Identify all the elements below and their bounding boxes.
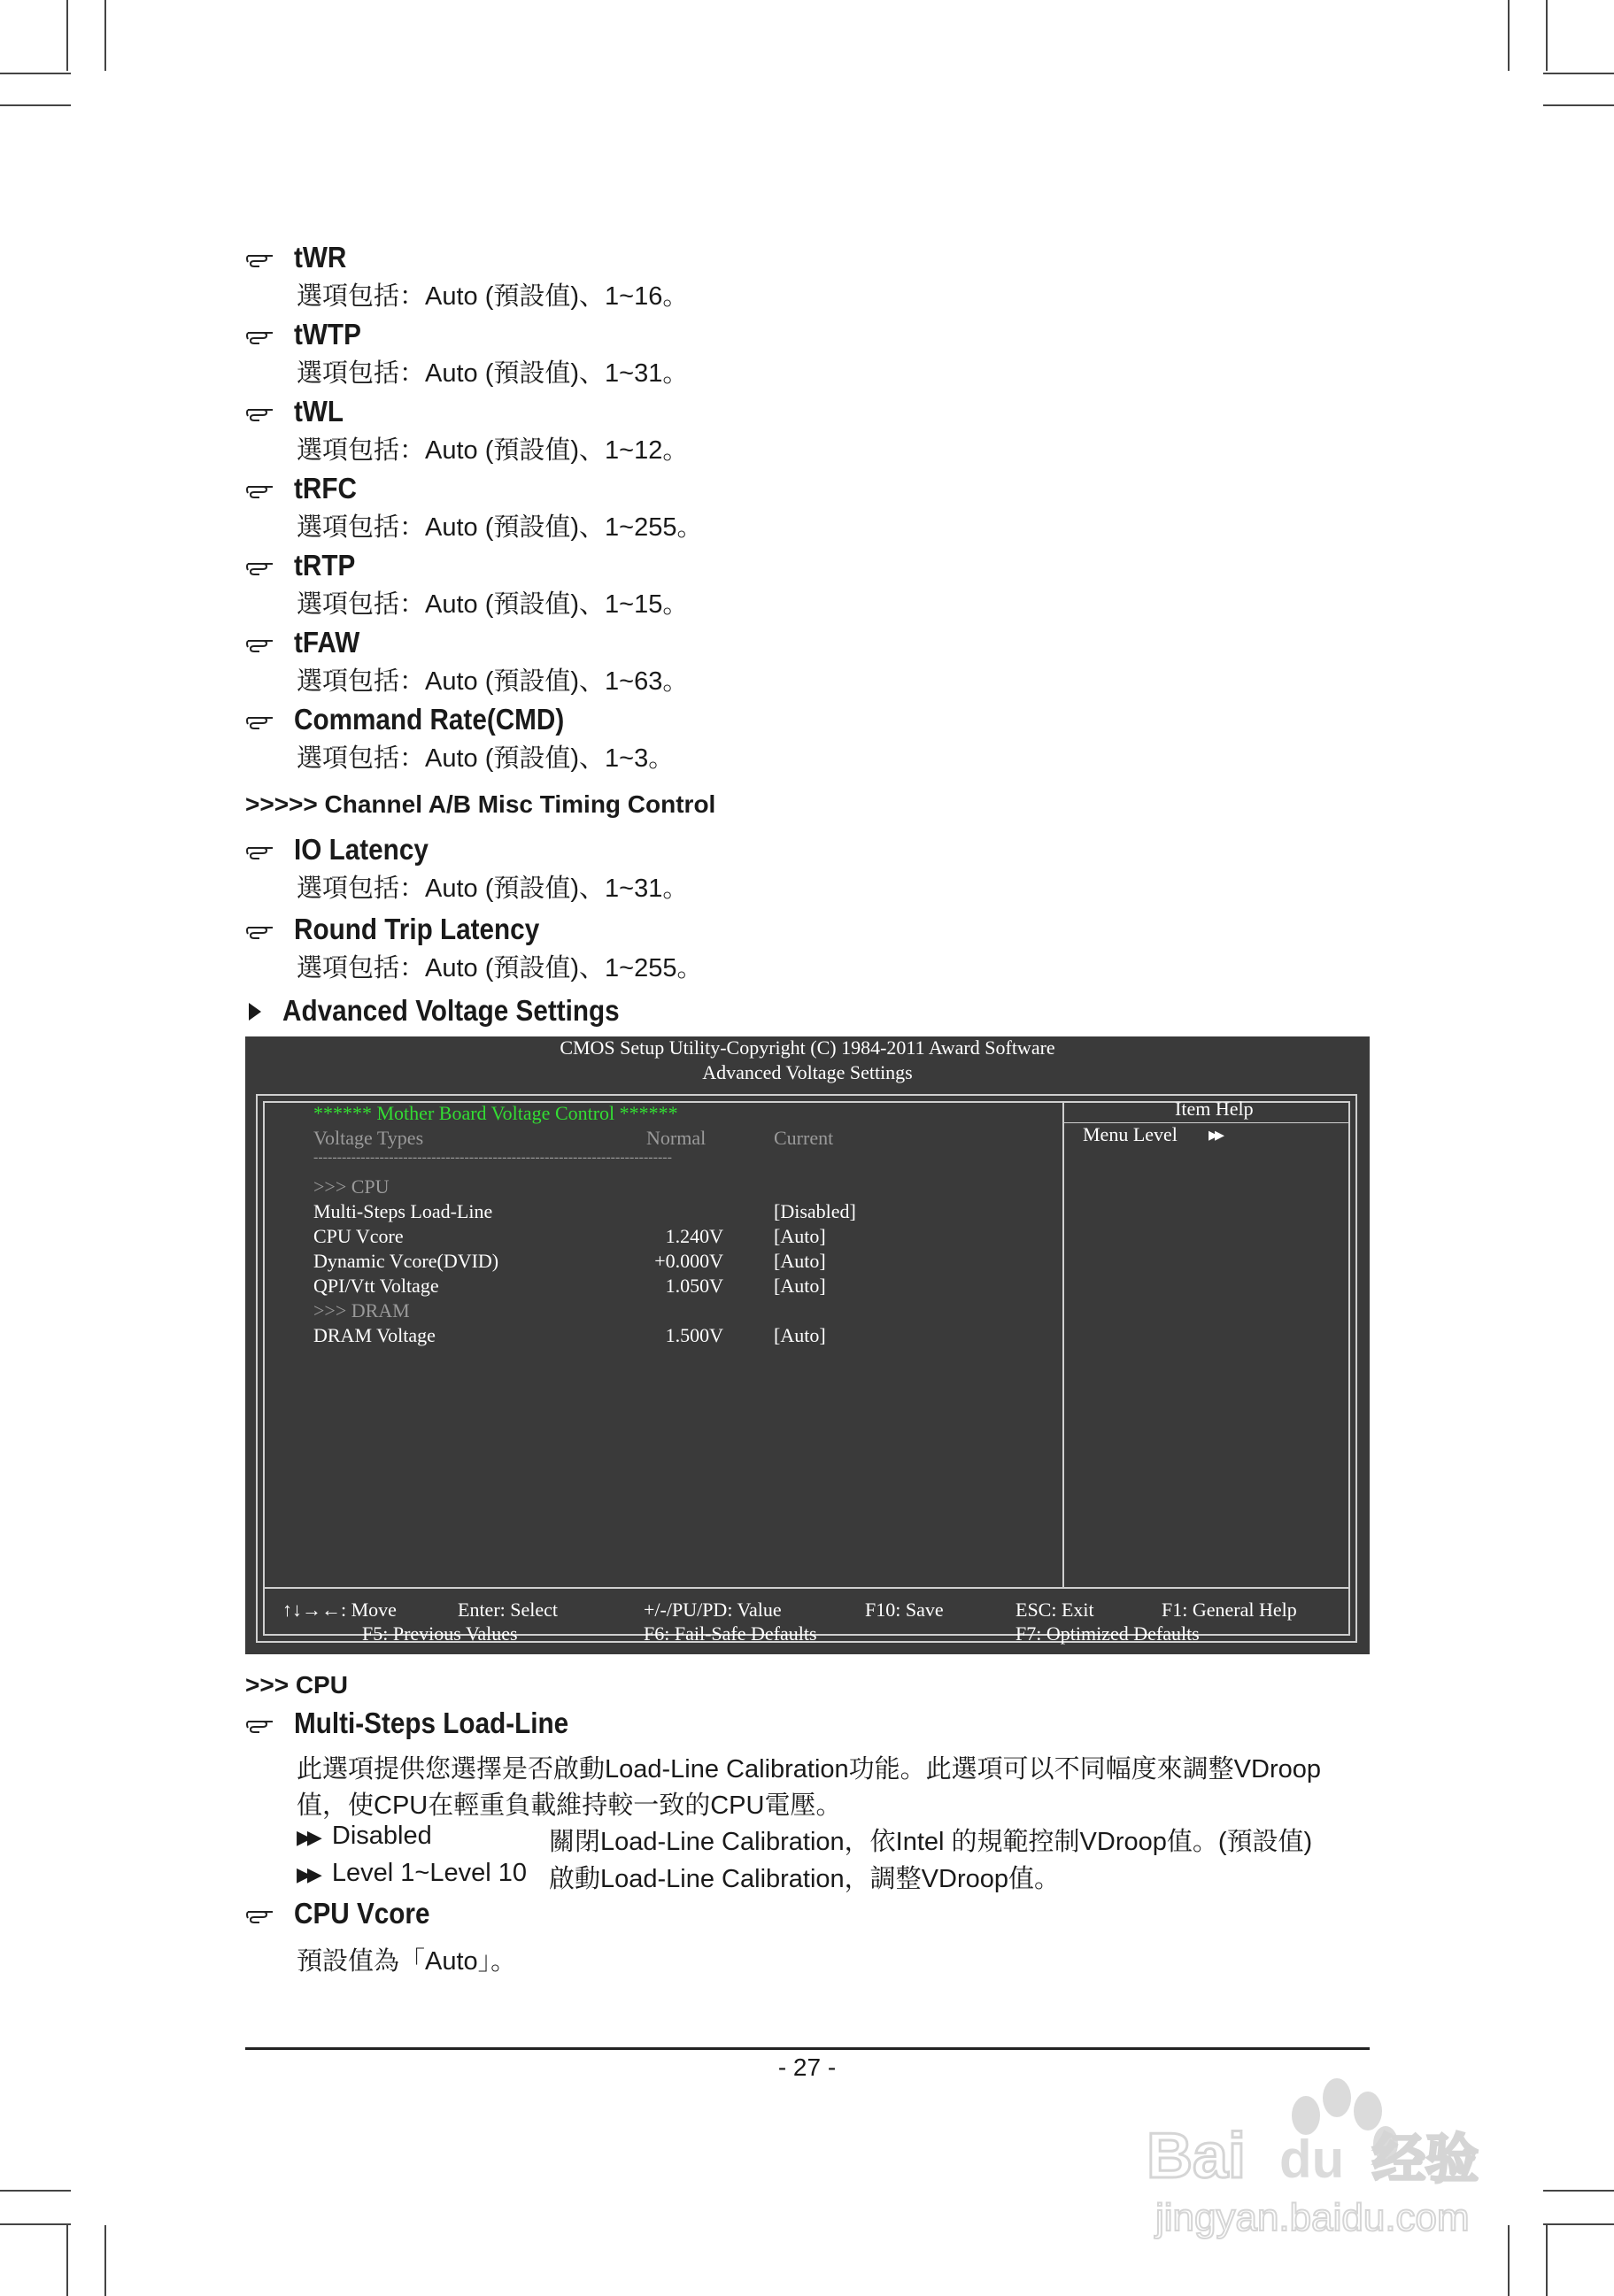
item-title: tFAW <box>294 626 360 659</box>
section-channel-misc: >>>>> Channel A/B Misc Timing Control <box>245 790 716 818</box>
item-desc: 預設值為「Auto」。 <box>297 1947 517 1976</box>
footer-f10: F10: Save <box>865 1599 944 1621</box>
footer-esc: ESC: Exit <box>1016 1599 1094 1621</box>
footer-f5: F5: Previous Values <box>362 1622 518 1645</box>
setting-current: [Disabled] <box>774 1200 856 1222</box>
option-desc: 啟動Load-Line Calibration，調整VDroop值。 <box>549 1865 1061 1893</box>
pointing-hand-icon <box>245 556 275 577</box>
pointing-hand-icon <box>245 1904 275 1925</box>
page-number: - 27 - <box>777 2053 837 2081</box>
bios-footer-divider <box>263 1587 1350 1589</box>
bios-header-copyright: CMOS Setup Utility-Copyright (C) 1984-2011 Award Software <box>560 1036 1055 1059</box>
option-disabled <box>297 1822 432 1851</box>
footer-f7: F7: Optimized Defaults <box>1016 1622 1200 1645</box>
pointing-hand-icon <box>245 248 275 269</box>
bios-help-divider <box>1062 1101 1064 1588</box>
bios-inner-frame <box>263 1101 1350 1636</box>
item-title: Multi-Steps Load-Line <box>294 1707 569 1739</box>
pointing-hand-icon <box>245 325 275 346</box>
item-title: tWR <box>294 241 347 274</box>
crop-mark <box>66 0 68 71</box>
footer-f6: F6: Fail-Safe Defaults <box>644 1622 817 1645</box>
crop-mark <box>1543 2223 1614 2225</box>
item-desc: 選項包括：Auto (預設值)、1~12。 <box>297 436 689 465</box>
item-title: CPU Vcore <box>294 1897 430 1930</box>
item-title: tRTP <box>294 549 356 582</box>
item-title: tWL <box>294 395 344 428</box>
setting-name: CPU Vcore <box>313 1225 404 1247</box>
item-desc: 選項包括：Auto (預設值)、1~255。 <box>297 954 703 982</box>
crop-mark <box>1543 104 1614 106</box>
bios-header-page-title: Advanced Voltage Settings <box>702 1061 913 1083</box>
option-desc: 關閉Load-Line Calibration，依Intel 的規範控制VDroop值。(預設值) <box>549 1828 1313 1856</box>
svg-text:Bai: Bai <box>1147 2121 1247 2192</box>
item-desc: 值，使CPU在輕重負載維持較一致的CPU電壓。 <box>297 1791 842 1820</box>
pointing-hand-icon <box>245 479 275 500</box>
option-name: Disabled <box>331 1822 432 1850</box>
crop-mark <box>0 2223 71 2225</box>
menu-level-arrows-icon: ▸▸ <box>1209 1123 1222 1145</box>
footer-move: ↑↓→←: Move <box>282 1599 397 1621</box>
crop-mark <box>1508 0 1510 71</box>
setting-normal: 1.050V <box>665 1275 723 1297</box>
pointing-hand-icon <box>245 633 275 654</box>
footer-enter: Enter: Select <box>458 1599 559 1621</box>
crop-mark <box>0 73 71 74</box>
svg-text:du: du <box>1279 2130 1345 2189</box>
pointing-hand-icon <box>245 1714 275 1735</box>
menu-level-label: Menu Level <box>1083 1123 1178 1145</box>
pointing-hand-icon <box>245 840 275 861</box>
item-title: Command Rate(CMD) <box>294 703 565 736</box>
double-arrow-icon: ▶▶ <box>297 1826 318 1848</box>
svg-text:jingyan.baidu.com: jingyan.baidu.com <box>1155 2196 1470 2239</box>
setting-name: Multi-Steps Load-Line <box>313 1200 493 1222</box>
help-title: Item Help <box>1175 1098 1254 1120</box>
item-title: IO Latency <box>294 833 429 866</box>
footer-rule <box>245 2047 1370 2050</box>
pointing-hand-icon <box>245 710 275 731</box>
setting-name: QPI/Vtt Voltage <box>313 1275 439 1297</box>
option-name: Level 1~Level 10 <box>331 1859 527 1887</box>
crop-mark <box>1543 73 1614 74</box>
footer-f1: F1: General Help <box>1162 1599 1297 1621</box>
item-title: Round Trip Latency <box>294 913 540 945</box>
group-dram: >>> DRAM <box>313 1299 410 1321</box>
item-title: tRFC <box>294 472 357 505</box>
pointing-hand-icon <box>245 402 275 423</box>
dash-separator: ---------------------------------------------------------------------------- <box>313 1150 672 1165</box>
section-cpu: >>> CPU <box>245 1671 348 1699</box>
setting-normal: +0.000V <box>654 1250 723 1272</box>
crop-mark <box>0 104 71 106</box>
crop-mark <box>1546 0 1548 71</box>
item-desc: 選項包括：Auto (預設值)、1~31。 <box>297 874 689 903</box>
item-desc: 選項包括：Auto (預設值)、1~31。 <box>297 359 689 388</box>
col-voltage-types: Voltage Types <box>313 1127 424 1149</box>
setting-current: [Auto] <box>774 1275 826 1297</box>
col-current: Current <box>774 1127 834 1149</box>
setting-normal: 1.500V <box>665 1324 723 1346</box>
setting-name: Dynamic Vcore(DVID) <box>313 1250 499 1272</box>
triangle-bullet-icon <box>247 1001 263 1022</box>
item-desc: 選項包括：Auto (預設值)、1~16。 <box>297 282 689 311</box>
crop-mark <box>66 2225 68 2296</box>
item-desc: 選項包括：Auto (預設值)、1~3。 <box>297 744 675 773</box>
setting-current: [Auto] <box>774 1250 826 1272</box>
svg-text:经验: 经验 <box>1372 2129 1479 2191</box>
bios-screen <box>245 1036 1370 1654</box>
setting-current: [Auto] <box>774 1324 826 1346</box>
advanced-voltage-title: Advanced Voltage Settings <box>282 994 620 1027</box>
baidu-watermark-logo <box>1147 2062 1518 2239</box>
item-desc: 選項包括：Auto (預設值)、1~255。 <box>297 513 703 542</box>
footer-value: +/-/PU/PD: Value <box>644 1599 782 1621</box>
pointing-hand-icon <box>245 920 275 941</box>
setting-name: DRAM Voltage <box>313 1324 436 1346</box>
option-level <box>297 1859 527 1888</box>
crop-mark <box>1543 2190 1614 2192</box>
bios-section-title: ****** Mother Board Voltage Control ****** <box>313 1102 678 1124</box>
item-title: tWTP <box>294 318 361 351</box>
crop-mark <box>0 2190 71 2192</box>
paw-icon <box>1147 2062 1518 2239</box>
item-desc: 選項包括：Auto (預設值)、1~15。 <box>297 590 689 619</box>
double-arrow-icon: ▶▶ <box>297 1863 318 1885</box>
item-desc: 此選項提供您選擇是否啟動Load-Line Calibration功能。此選項可以不同幅度來調整VDroop <box>297 1755 1322 1784</box>
setting-normal: 1.240V <box>665 1225 723 1247</box>
crop-mark <box>104 0 106 71</box>
setting-current: [Auto] <box>774 1225 826 1247</box>
crop-mark <box>104 2225 106 2296</box>
group-cpu: >>> CPU <box>313 1175 390 1198</box>
crop-mark <box>1546 2225 1548 2296</box>
col-normal: Normal <box>646 1127 707 1149</box>
item-desc: 選項包括：Auto (預設值)、1~63。 <box>297 667 689 696</box>
